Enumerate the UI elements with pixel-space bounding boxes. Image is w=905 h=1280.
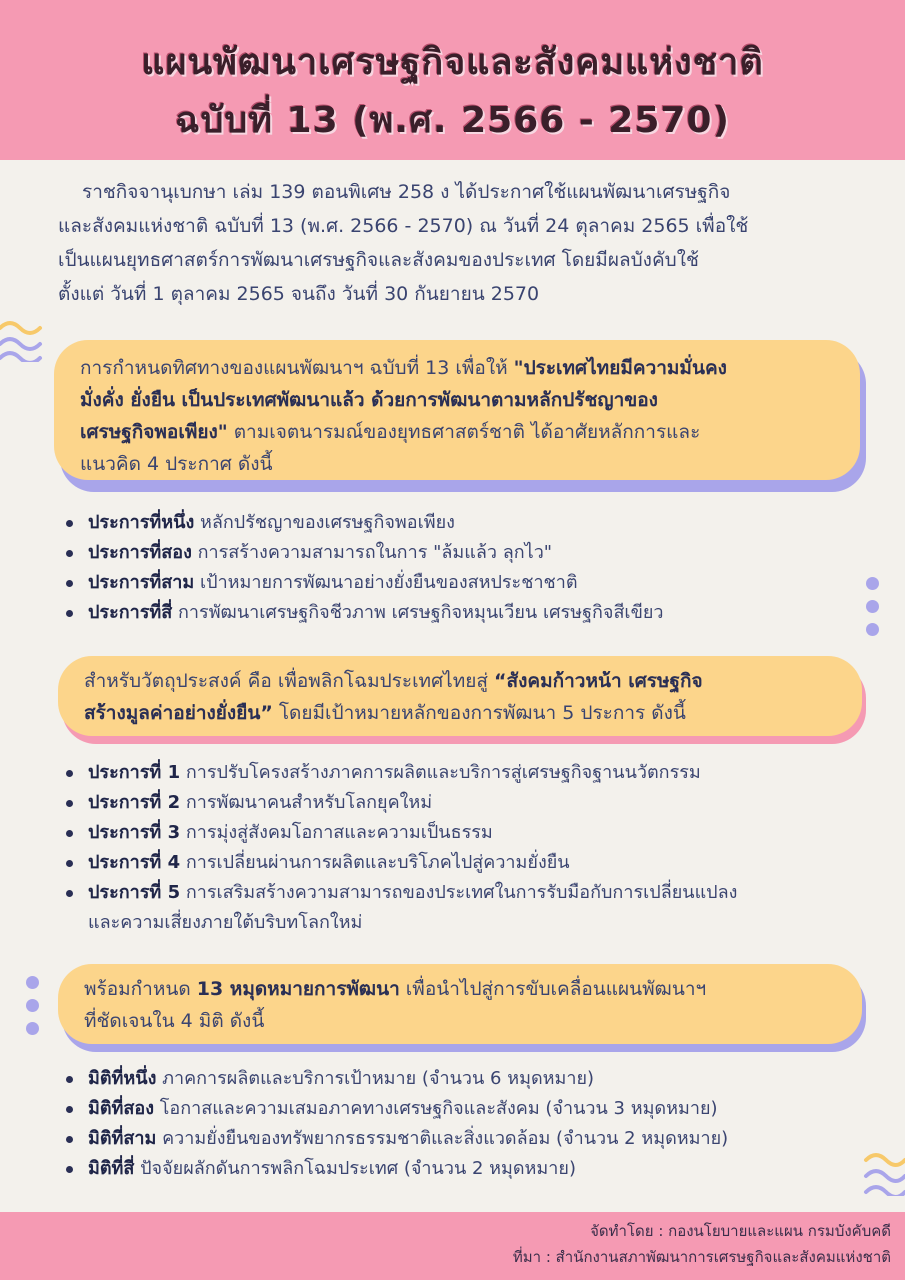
dimensions-list: [88, 1064, 728, 1184]
list-item: ประการที่ 4 การเปลี่ยนผ่านการผลิตและบริโภคไปสู่ความยั่งยืน: [88, 848, 737, 878]
box2-text: โดยมีเป้าหมายหลักของการพัฒนา 5 ประการ ดังนี้: [272, 702, 686, 724]
list-item: ประการที่สอง การสร้างความสามารถในการ "ล้มแล้ว ลุกไว": [88, 538, 664, 568]
list-item: ประการที่ 1 การปรับโครงสร้างภาคการผลิตและบริการสู่เศรษฐกิจฐานนวัตกรรม: [88, 758, 737, 788]
footer-source: ที่มา : สำนักงานสภาพัฒนาการเศรษฐกิจและสังคมแห่งชาติ: [512, 1248, 891, 1266]
intro-line: และสังคมแห่งชาติ ฉบับที่ 13 (พ.ศ. 2566 - 2570) ณ วันที่ 24 ตุลาคม 2565 เพื่อใช้: [58, 215, 749, 237]
goals-list: [88, 758, 737, 938]
list-item: ประการที่ 5 การเสริมสร้างความสามารถของประเทศในการรับมือกับการเปลี่ยนแปลง: [88, 878, 737, 908]
intro-line: เป็นแผนยุทธศาสตร์การพัฒนาเศรษฐกิจและสังคมของประเทศ โดยมีผลบังคับใช้: [58, 249, 699, 271]
intro-paragraph: [58, 175, 878, 311]
principles-list: [88, 508, 664, 628]
list-item: ประการที่ 2 การพัฒนาคนสำหรับโลกยุคใหม่: [88, 788, 737, 818]
box1-bold: มั่งคั่ง ยั่งยืน เป็นประเทศพัฒนาแล้ว ด้วยการพัฒนาตามหลักปรัชญาของ: [80, 389, 658, 411]
box2-bold: สร้างมูลค่าอย่างยั่งยืน”: [84, 702, 273, 724]
list-item: มิติที่สาม ความยั่งยืนของทรัพยากรธรรมชาติและสิ่งแวดล้อม (จำนวน 2 หมุดหมาย): [88, 1124, 728, 1154]
milestones-box: [58, 964, 862, 1044]
dot-decoration: [26, 999, 39, 1012]
box3-text: เพื่อนำไปสู่การขับเคลื่อนแผนพัฒนาฯ: [399, 978, 707, 1000]
box1-bold: เศรษฐกิจพอเพียง": [80, 421, 228, 443]
dot-decoration: [866, 577, 879, 590]
dot-decoration: [26, 976, 39, 989]
list-item: มิติที่สี่ ปัจจัยผลักดันการพลิกโฉมประเทศ (จำนวน 2 หมุดหมาย): [88, 1154, 728, 1184]
box3-text: ที่ชัดเจนใน 4 มิติ ดังนี้: [84, 1010, 265, 1032]
list-item: ประการที่หนึ่ง หลักปรัชญาของเศรษฐกิจพอเพียง: [88, 508, 664, 538]
list-item: ประการที่สาม เป้าหมายการพัฒนาอย่างยั่งยืนของสหประชาชาติ: [88, 568, 664, 598]
list-item: ประการที่สี่ การพัฒนาเศรษฐกิจชีวภาพ เศรษฐกิจหมุนเวียน เศรษฐกิจสีเขียว: [88, 598, 664, 628]
box3-text: พร้อมกำหนด: [84, 978, 197, 1000]
list-item: มิติที่หนึ่ง ภาคการผลิตและบริการเป้าหมาย (จำนวน 6 หมุดหมาย): [88, 1064, 728, 1094]
box2-bold: “สังคมก้าวหน้า เศรษฐกิจ: [494, 670, 703, 692]
direction-box: [54, 340, 860, 480]
page-title-line1: แผนพัฒนาเศรษฐกิจและสังคมแห่งชาติ: [141, 42, 764, 83]
dot-decoration: [26, 1022, 39, 1035]
list-item: ประการที่ 3 การมุ่งสู่สังคมโอกาสและความเป็นธรรม: [88, 818, 737, 848]
intro-line: ราชกิจจานุเบกษา เล่ม 139 ตอนพิเศษ 258 ง ได้ประกาศใช้แผนพัฒนาเศรษฐกิจ: [82, 181, 731, 203]
list-item-continuation: และความเสี่ยงภายใต้บริบทโลกใหม่: [88, 912, 363, 933]
dot-decoration: [866, 600, 879, 613]
squiggle-decoration: [858, 1150, 905, 1196]
footer-credit: จัดทำโดย : กองนโยบายและแผน กรมบังคับคดี: [590, 1222, 891, 1240]
box1-bold: "ประเทศไทยมีความมั่นคง: [513, 357, 727, 379]
header-banner: [0, 0, 905, 160]
squiggle-decoration: [0, 318, 50, 362]
objective-box: [58, 656, 862, 736]
box1-text: ตามเจตนารมณ์ของยุทธศาสตร์ชาติ ได้อาศัยหลักการและ: [227, 421, 701, 443]
box1-text: แนวคิด 4 ประกาศ ดังนี้: [80, 453, 273, 475]
box2-text: สำหรับวัตถุประสงค์ คือ เพื่อพลิกโฉมประเทศไทยสู่: [84, 670, 494, 692]
page-title-line2: ฉบับที่ 13 (พ.ศ. 2566 - 2570): [175, 100, 730, 141]
box3-bold: 13 หมุดหมายการพัฒนา: [196, 978, 400, 1000]
dot-decoration: [866, 623, 879, 636]
intro-line: ตั้งแต่ วันที่ 1 ตุลาคม 2565 จนถึง วันที่ 30 กันยายน 2570: [58, 283, 540, 305]
footer-banner: [0, 1212, 905, 1280]
box1-text: การกำหนดทิศทางของแผนพัฒนาฯ ฉบับที่ 13 เพื่อให้: [80, 357, 514, 379]
list-item: มิติที่สอง โอกาสและความเสมอภาคทางเศรษฐกิจและสังคม (จำนวน 3 หมุดหมาย): [88, 1094, 728, 1124]
